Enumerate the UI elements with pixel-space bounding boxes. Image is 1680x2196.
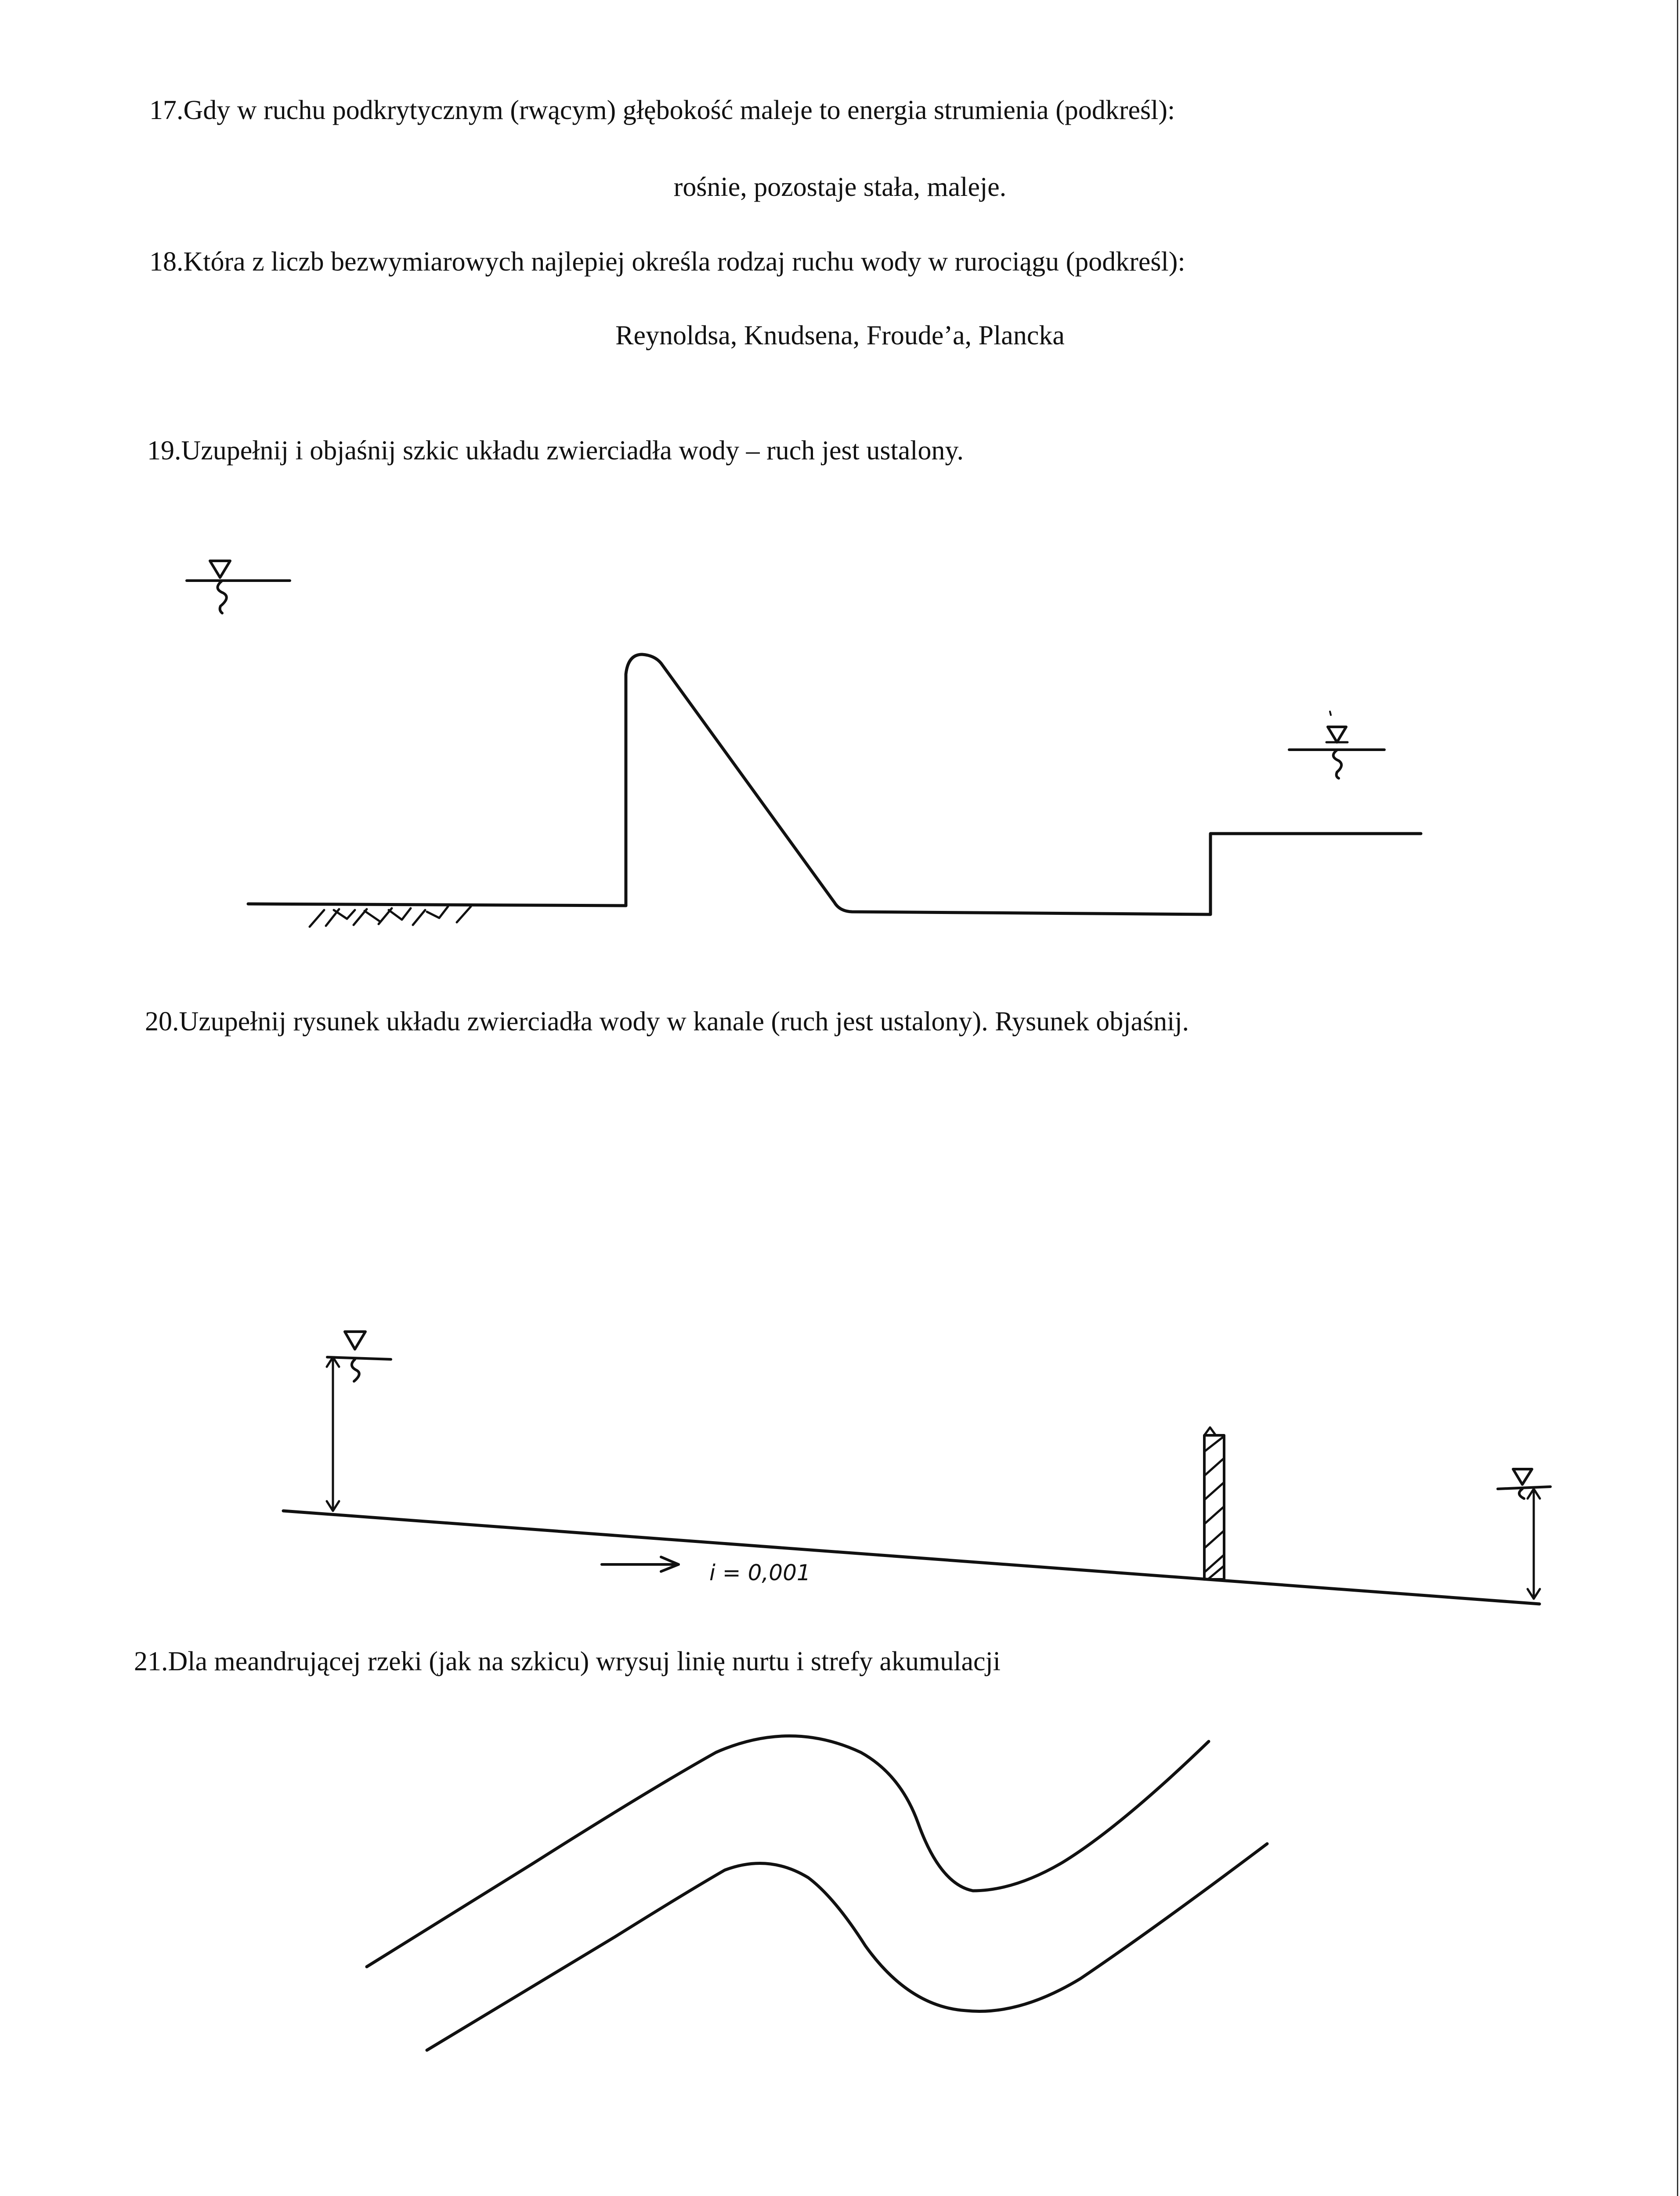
sloped-channel-bed xyxy=(283,1511,1539,1604)
question-18-text: 18.Która z liczb bezwymiarowych najlepiej określa rodzaj ruchu wody w rurociągu (podkreśl): xyxy=(149,247,1185,277)
channel-sketch xyxy=(0,1309,1680,1625)
question-17-text: 17.Gdy w ruchu podkrytycznym (rwącym) głębokość maleje to energia strumienia (podkreśl): xyxy=(149,95,1175,125)
downstream-depth-marker-icon xyxy=(1498,1469,1550,1599)
river-bank-lower xyxy=(427,1844,1267,2050)
upstream-water-level-icon xyxy=(187,561,290,613)
slope-arrow-icon xyxy=(602,1557,679,1571)
soil-hatching xyxy=(310,907,471,927)
question-18-options: Reynoldsa, Knudsena, Froude’a, Plancka xyxy=(615,321,1065,350)
weir-profile xyxy=(626,654,1421,914)
river-bank-upper xyxy=(367,1736,1209,1967)
question-21-text: 21.Dla meandrującej rzeki (jak na szkicu) wrysuj linię nurtu i strefy akumulacji xyxy=(134,1647,1001,1676)
gate-icon xyxy=(1204,1427,1224,1579)
weir-sketch xyxy=(0,549,1680,944)
meander-sketch xyxy=(0,1730,1680,2082)
question-19-text: 19.Uzupełnij i objaśnij szkic układu zwierciadła wody – ruch jest ustalony. xyxy=(147,436,964,466)
slope-label: i = 0,001 xyxy=(709,1560,811,1586)
upstream-bed xyxy=(248,904,626,906)
question-20-text: 20.Uzupełnij rysunek układu zwierciadła wody w kanale (ruch jest ustalony). Rysunek objaśnij. xyxy=(145,1007,1189,1037)
scan-edge-line xyxy=(1677,0,1678,2196)
question-17-options: rośnie, pozostaje stała, maleje. xyxy=(673,172,1007,202)
upstream-depth-marker-icon xyxy=(327,1332,391,1511)
downstream-water-level-icon xyxy=(1289,712,1384,778)
